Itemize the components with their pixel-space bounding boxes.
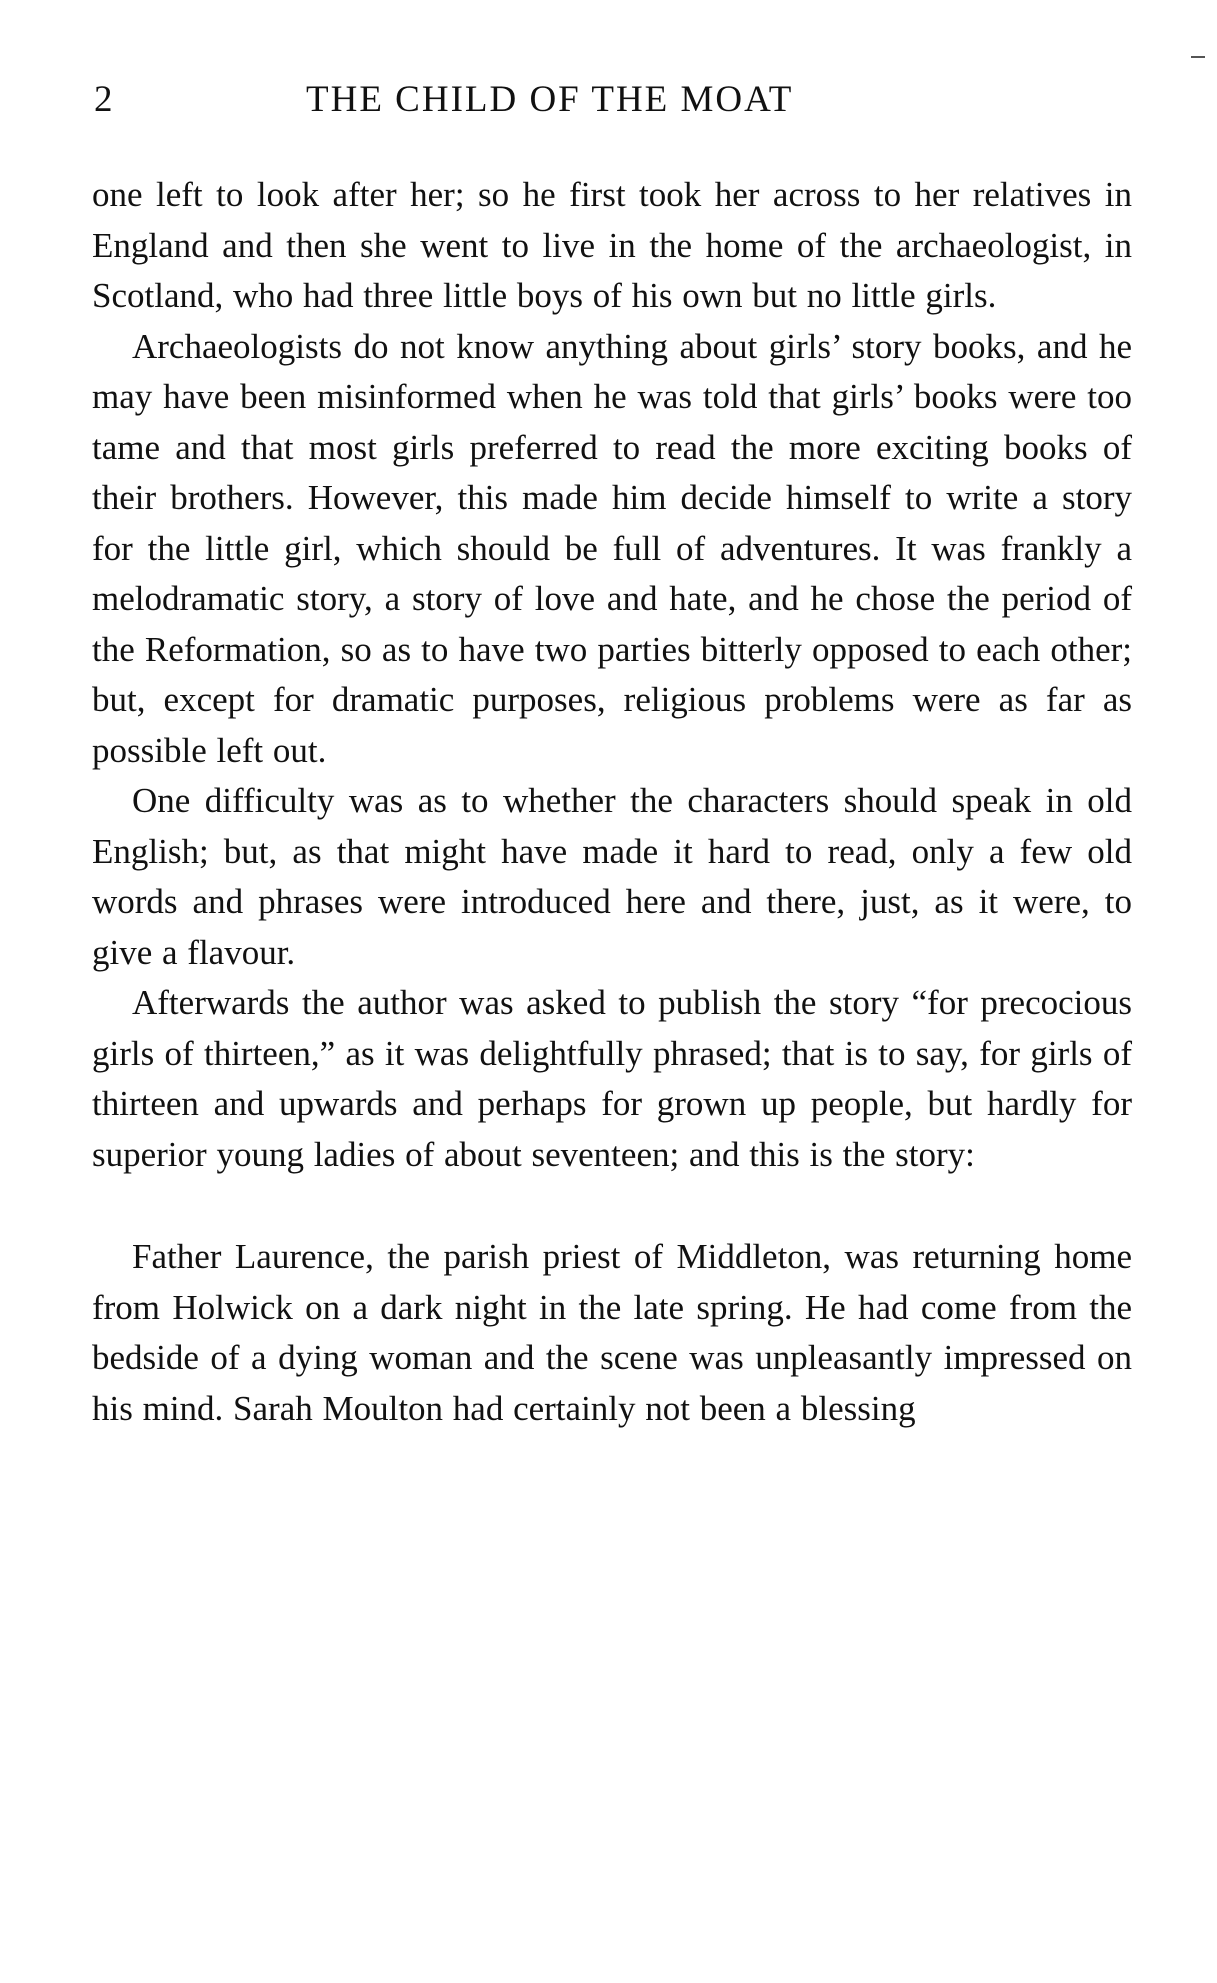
page-number: 2: [94, 79, 114, 120]
section-break: [92, 1180, 1132, 1232]
body-text: [92, 170, 1132, 1434]
paragraph-continuation: one left to look after her; so he first took her across to her relatives in England and then she went to live in the home of the archaeologist, in Scotland, who had three little boys of his own but no little girls.: [92, 175, 1132, 315]
paragraph-archaeologists: Archaeologists do not know anything about girls’ story books, and he may have been misinformed when he was told that girls’ books were too tame and that most girls preferred to read the more exciting books of their brothers. However, this made him decide himself to write a story for the little girl, which should be full of adventures. It was frankly a melodramatic story, a story of love and hate, and he chose the period of the Reformation, so as to have two parties bitterly opposed to each other; but, except for dramatic purposes, religious problems were as far as possible left out.: [92, 326, 1132, 770]
paragraph-old-english: One difficulty was as to whether the characters should speak in old English; but, as that might have made it hard to read, only a few old words and phrases were introduced here and there, just, as it were, to give a flavour.: [92, 781, 1132, 972]
page-header: [94, 78, 1134, 128]
paragraph-afterwards: Afterwards the author was asked to publish the story “for precocious girls of thirteen,” as it was delightfully phrased; that is to say, for girls of thirteen and upwards and perhaps for grown up people, but hardly for superior young ladies of about seventeen; and this is the story:: [92, 983, 1132, 1174]
scan-mark: [1191, 56, 1205, 58]
running-title: THE CHILD OF THE MOAT: [306, 79, 794, 120]
paragraph-story-start: Father Laurence, the parish priest of Middleton, was returning home from Holwick on a dark night in the late spring. He had come from the bedside of a dying woman and the scene was unpleasantly impressed on his mind. Sarah Moulton had certainly not been a blessing: [92, 1237, 1132, 1428]
